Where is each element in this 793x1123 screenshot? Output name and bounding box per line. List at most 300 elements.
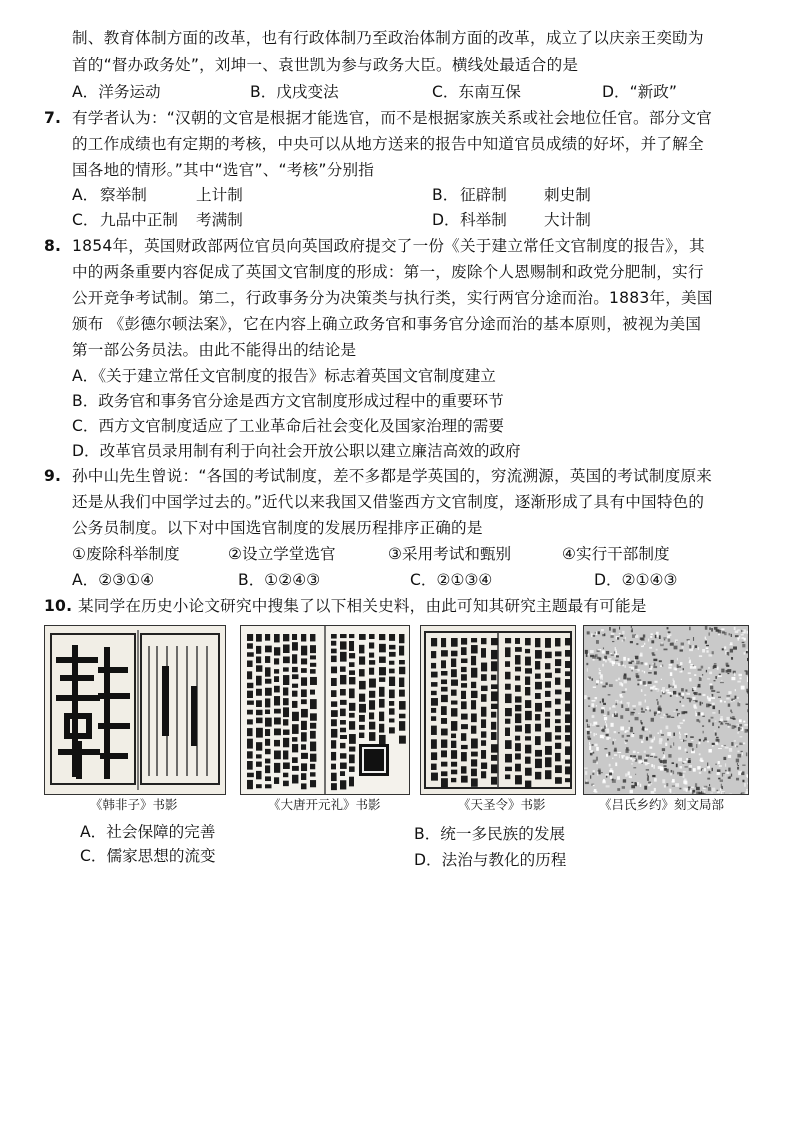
print-glyph <box>471 752 478 757</box>
print-glyph <box>340 700 347 705</box>
rubbing-speck <box>719 710 720 714</box>
print-glyph <box>525 781 531 789</box>
rubbing-speck <box>677 658 678 661</box>
rubbing-speck <box>732 718 735 719</box>
rubbing-speck <box>712 768 713 771</box>
print-glyph <box>451 669 457 677</box>
q6-line-1: 制、教育体制方面的改革，也有行政体制乃至政治体制方面的改革，成立了以庆亲王奕劻为 <box>72 29 704 47</box>
rubbing-speck <box>693 768 696 772</box>
rubbing-speck <box>737 629 740 631</box>
print-glyph <box>441 695 448 702</box>
print-glyph <box>565 735 570 741</box>
print-glyph <box>471 739 478 749</box>
print-glyph <box>292 737 297 742</box>
rubbing-speck <box>586 719 588 722</box>
rubbing-speck <box>653 663 654 664</box>
rubbing-speck <box>706 647 709 649</box>
print-glyph <box>555 659 561 666</box>
print-glyph <box>399 646 404 656</box>
rubbing-speck <box>658 706 661 708</box>
rubbing-speck <box>736 697 739 698</box>
rubbing-speck <box>631 630 633 632</box>
rubbing-speck <box>689 627 690 631</box>
rubbing-speck <box>737 754 741 758</box>
rubbing-speck <box>600 701 601 703</box>
rubbing-speck <box>641 708 643 711</box>
rubbing-speck <box>603 715 606 716</box>
print-glyph <box>301 709 308 718</box>
print-glyph <box>310 677 317 685</box>
rubbing-speck <box>658 732 659 734</box>
rubbing-speck <box>746 789 748 790</box>
rubbing-speck <box>690 736 694 738</box>
print-glyph <box>431 682 437 687</box>
rubbing-speck <box>602 664 603 667</box>
rubbing-speck <box>593 687 596 688</box>
rubbing-speck <box>693 665 694 666</box>
rubbing-speck <box>735 696 737 699</box>
rubbing-speck <box>736 746 738 748</box>
print-glyph <box>359 704 366 713</box>
rubbing-speck <box>707 741 709 743</box>
rubbing-speck <box>735 689 736 691</box>
rubbing-speck <box>606 730 609 733</box>
rubbing-speck <box>683 739 684 741</box>
print-glyph <box>525 724 531 733</box>
rubbing-speck <box>606 737 609 740</box>
print-glyph <box>369 712 374 719</box>
rubbing-speck <box>677 664 679 668</box>
rubbing-speck <box>730 776 731 779</box>
print-glyph <box>515 743 521 751</box>
rubbing-speck <box>671 660 674 663</box>
rubbing-speck <box>643 681 646 685</box>
print-glyph <box>340 743 345 748</box>
print-glyph <box>379 699 385 708</box>
print-glyph <box>310 731 316 739</box>
rubbing-speck <box>744 724 748 725</box>
rubbing-speck <box>739 743 742 745</box>
print-glyph <box>256 689 262 696</box>
rubbing-speck <box>690 666 693 669</box>
rubbing-speck <box>685 748 687 751</box>
print-glyph <box>451 741 456 748</box>
rubbing-speck <box>668 754 671 758</box>
rubbing-speck <box>710 686 713 690</box>
rubbing-speck <box>728 703 730 706</box>
rubbing-speck <box>699 739 701 741</box>
q8-line-2: 中的两条重要内容促成了英国文官制度的形成：第一，废除个人恩赐制和政党分肥制，实行 <box>72 263 704 281</box>
print-glyph <box>256 646 261 654</box>
print-glyph <box>349 670 355 675</box>
rubbing-speck <box>702 649 705 652</box>
rubbing-speck <box>722 631 725 633</box>
rubbing-speck <box>615 711 616 715</box>
rubbing-speck <box>718 675 722 677</box>
rubbing-speck <box>705 641 707 644</box>
rubbing-speck <box>599 670 601 671</box>
print-glyph <box>471 700 476 709</box>
rubbing-speck <box>644 786 647 790</box>
rubbing-speck <box>621 755 625 757</box>
rubbing-speck <box>694 674 696 676</box>
print-glyph <box>441 671 447 676</box>
rubbing-speck <box>620 715 623 719</box>
rubbing-speck <box>643 634 645 637</box>
print-glyph <box>555 743 561 749</box>
rubbing-speck <box>663 649 667 651</box>
print-glyph <box>461 724 468 729</box>
rubbing-speck <box>649 746 652 748</box>
print-glyph <box>310 742 316 752</box>
print-glyph <box>491 691 498 701</box>
rubbing-speck <box>644 728 645 731</box>
rubbing-speck <box>622 786 625 789</box>
print-glyph <box>399 736 406 744</box>
print-glyph <box>441 679 447 684</box>
q7-option-d-letter: D． <box>432 211 460 229</box>
rubbing-speck <box>671 717 674 718</box>
print-glyph <box>545 746 552 755</box>
rubbing-speck <box>633 751 636 753</box>
print-glyph <box>265 729 270 736</box>
print-glyph <box>265 698 270 707</box>
print-glyph <box>349 641 354 651</box>
rubbing-speck <box>654 737 655 741</box>
print-glyph <box>399 721 405 731</box>
rubbing-speck <box>679 736 681 739</box>
rubbing-speck <box>681 688 684 691</box>
rubbing-speck <box>702 674 703 676</box>
rubbing-speck <box>742 780 744 783</box>
rubbing-speck <box>645 663 648 666</box>
rubbing-speck <box>715 741 718 744</box>
print-glyph <box>505 672 510 680</box>
rubbing-speck <box>663 760 667 764</box>
rubbing-speck <box>619 694 622 697</box>
rubbing-speck <box>620 635 623 637</box>
print-glyph <box>310 713 317 720</box>
rubbing-speck <box>680 649 683 651</box>
print-glyph <box>491 755 497 761</box>
rubbing-speck <box>667 732 671 736</box>
print-glyph <box>525 638 531 645</box>
rubbing-speck <box>654 778 657 781</box>
q9-option-d: D．②①④③ <box>594 571 678 589</box>
print-glyph <box>535 661 540 669</box>
rubbing-speck <box>673 686 674 689</box>
rubbing-speck <box>672 781 675 783</box>
print-glyph <box>399 701 406 710</box>
rubbing-speck <box>616 655 619 657</box>
rubbing-speck <box>725 770 727 771</box>
rubbing-speck <box>654 671 657 674</box>
rubbing-speck <box>656 699 657 701</box>
rubbing-speck <box>736 778 739 781</box>
rubbing-speck <box>631 661 634 663</box>
rubbing-speck <box>721 669 724 673</box>
rubbing-speck <box>606 774 609 776</box>
print-glyph <box>310 754 316 762</box>
print-glyph <box>525 745 531 754</box>
print-glyph <box>565 638 571 645</box>
print-glyph <box>340 689 346 695</box>
print-glyph <box>451 690 457 696</box>
rubbing-speck <box>718 778 720 780</box>
rubbing-speck <box>739 724 742 726</box>
print-glyph <box>256 700 262 707</box>
print-glyph <box>310 772 316 776</box>
rubbing-speck <box>693 687 697 690</box>
rubbing-speck <box>712 705 715 709</box>
rubbing-speck <box>602 780 605 783</box>
rubbing-speck <box>703 793 706 794</box>
print-glyph <box>515 667 521 672</box>
print-glyph <box>441 706 447 715</box>
print-glyph <box>247 634 253 641</box>
rubbing-speck <box>719 765 722 766</box>
print-glyph <box>359 715 365 722</box>
lvshi-xiangyue-rubbing-image <box>583 625 749 795</box>
print-glyph <box>535 724 541 732</box>
print-glyph <box>379 687 385 697</box>
rubbing-speck <box>625 730 628 732</box>
print-glyph <box>331 678 337 686</box>
rubbing-speck <box>718 697 721 698</box>
rubbing-speck <box>699 655 702 657</box>
rubbing-speck <box>746 752 747 756</box>
rubbing-speck <box>585 782 589 784</box>
rubbing-speck <box>606 734 609 736</box>
rubbing-speck <box>593 752 595 754</box>
rubbing-speck <box>659 660 662 662</box>
print-glyph <box>461 733 466 741</box>
print-glyph <box>301 689 307 697</box>
rubbing-speck <box>709 784 710 786</box>
print-glyph <box>292 712 299 721</box>
rubbing-speck <box>668 639 671 642</box>
rubbing-speck <box>614 750 617 752</box>
print-glyph <box>515 696 522 702</box>
rubbing-speck <box>709 672 712 675</box>
rubbing-speck <box>617 637 619 639</box>
print-glyph <box>461 658 467 663</box>
rubbing-speck <box>696 792 700 794</box>
rubbing-speck <box>737 763 738 765</box>
print-glyph <box>331 690 337 697</box>
rubbing-speck <box>604 726 605 729</box>
rubbing-speck <box>670 736 672 737</box>
rubbing-speck <box>600 682 602 684</box>
rubbing-speck <box>646 755 650 757</box>
rubbing-speck <box>602 699 604 703</box>
print-glyph <box>247 661 253 667</box>
rubbing-speck <box>728 768 730 772</box>
rubbing-speck <box>613 629 616 633</box>
print-glyph <box>515 713 521 723</box>
print-glyph <box>441 778 448 787</box>
print-glyph <box>256 718 263 724</box>
rubbing-speck <box>593 708 596 711</box>
rubbing-speck <box>610 775 612 779</box>
rubbing-speck <box>596 631 598 635</box>
rubbing-speck <box>605 682 607 685</box>
rubbing-speck <box>648 672 652 673</box>
print-glyph <box>481 719 486 728</box>
datang-kaiyuanli-book-image <box>240 625 410 795</box>
rubbing-speck <box>652 654 655 655</box>
print-glyph <box>441 650 448 656</box>
rubbing-speck <box>629 720 630 722</box>
rubbing-speck <box>653 666 657 668</box>
rubbing-speck <box>680 740 683 741</box>
rubbing-speck <box>722 648 724 650</box>
rubbing-speck <box>673 678 674 681</box>
rubbing-speck <box>609 684 613 687</box>
print-glyph <box>441 771 447 776</box>
q10-option-d: D．法治与教化的历程 <box>414 851 567 869</box>
print-glyph <box>565 778 570 782</box>
rubbing-speck <box>632 758 634 761</box>
print-glyph <box>555 699 561 705</box>
print-glyph <box>256 754 262 758</box>
print-glyph <box>292 766 299 771</box>
rubbing-speck <box>602 650 605 653</box>
rubbing-speck <box>689 678 691 681</box>
rubbing-speck <box>693 666 696 669</box>
rubbing-speck <box>747 775 748 778</box>
rubbing-speck <box>630 777 632 778</box>
rubbing-speck <box>682 646 684 648</box>
print-glyph <box>525 768 532 776</box>
rubbing-speck <box>596 640 599 644</box>
rubbing-speck <box>725 747 729 749</box>
print-glyph <box>555 765 562 773</box>
rubbing-speck <box>643 645 644 647</box>
print-glyph <box>369 642 374 648</box>
print-glyph <box>331 783 337 790</box>
rubbing-speck <box>661 734 664 736</box>
print-glyph <box>515 775 522 784</box>
rubbing-speck <box>649 731 650 732</box>
print-glyph <box>247 719 253 724</box>
rubbing-speck <box>667 739 669 741</box>
print-glyph <box>451 762 457 767</box>
print-glyph <box>369 732 375 741</box>
rubbing-speck <box>624 741 625 743</box>
print-glyph <box>349 713 355 718</box>
rubbing-speck <box>692 697 695 700</box>
print-glyph <box>331 752 336 761</box>
rubbing-speck <box>711 697 715 699</box>
print-glyph <box>349 747 355 752</box>
print-glyph <box>545 663 550 669</box>
print-glyph <box>274 686 280 693</box>
rubbing-speck <box>675 668 677 670</box>
rubbing-speck <box>608 658 612 660</box>
print-glyph <box>451 679 458 685</box>
rubbing-speck <box>634 759 636 760</box>
rubbing-speck <box>726 772 729 774</box>
rubbing-speck <box>590 753 593 755</box>
print-glyph <box>491 732 497 740</box>
rubbing-speck <box>712 788 715 792</box>
q7-option-a-1: 察举制 <box>100 186 147 204</box>
rubbing-speck <box>587 668 588 671</box>
print-glyph <box>310 634 315 641</box>
print-glyph <box>565 766 572 774</box>
print-glyph <box>471 638 477 642</box>
print-glyph <box>369 700 375 709</box>
print-glyph <box>349 653 355 658</box>
print-glyph <box>247 671 252 679</box>
print-glyph <box>283 687 288 695</box>
rubbing-speck <box>678 727 681 728</box>
rubbing-speck <box>654 688 657 690</box>
print-glyph <box>340 666 346 671</box>
rubbing-speck <box>731 677 735 680</box>
rubbing-speck <box>741 751 743 752</box>
print-glyph <box>431 708 436 713</box>
rubbing-speck <box>595 632 596 634</box>
print-glyph <box>265 739 270 746</box>
rubbing-speck <box>747 676 748 679</box>
rubbing-speck <box>708 787 711 791</box>
rubbing-speck <box>625 637 626 639</box>
rubbing-speck <box>684 766 687 767</box>
rubbing-speck <box>651 633 653 635</box>
print-glyph <box>515 647 522 652</box>
print-glyph <box>247 761 253 770</box>
print-glyph <box>481 750 486 759</box>
q9-option-b: B．①②④③ <box>238 571 321 589</box>
rubbing-speck <box>698 647 699 650</box>
print-glyph <box>555 753 561 761</box>
q7-line-2: 的工作成绩也有定期的考核，中央可以从地方送来的报告中知道官员成绩的好坏，并了解全 <box>72 135 704 153</box>
print-glyph <box>340 771 345 776</box>
print-glyph <box>535 714 540 720</box>
rubbing-speck <box>630 727 632 729</box>
print-glyph <box>283 645 290 654</box>
rubbing-speck <box>707 763 708 767</box>
rubbing-speck <box>699 753 701 755</box>
rubbing-speck <box>709 632 710 635</box>
print-glyph <box>301 732 307 741</box>
rubbing-speck <box>591 633 592 637</box>
print-glyph <box>565 725 570 732</box>
rubbing-speck <box>639 654 642 656</box>
print-glyph <box>471 645 478 653</box>
rubbing-speck <box>715 676 717 679</box>
print-glyph <box>565 759 572 763</box>
rubbing-speck <box>679 732 680 734</box>
rubbing-speck <box>653 765 654 769</box>
rubbing-speck <box>593 760 597 763</box>
rubbing-speck <box>614 754 617 756</box>
q10-option-c: C．儒家思想的流变 <box>80 847 216 865</box>
rubbing-speck <box>605 728 609 729</box>
print-glyph <box>515 705 521 711</box>
rubbing-speck <box>720 700 722 703</box>
rubbing-speck <box>670 672 672 676</box>
rubbing-speck <box>704 786 708 788</box>
rubbing-speck <box>640 681 643 685</box>
print-glyph <box>331 719 337 726</box>
print-glyph <box>525 757 531 764</box>
rubbing-speck <box>676 764 678 768</box>
rubbing-speck <box>623 779 626 782</box>
print-glyph <box>292 642 298 650</box>
